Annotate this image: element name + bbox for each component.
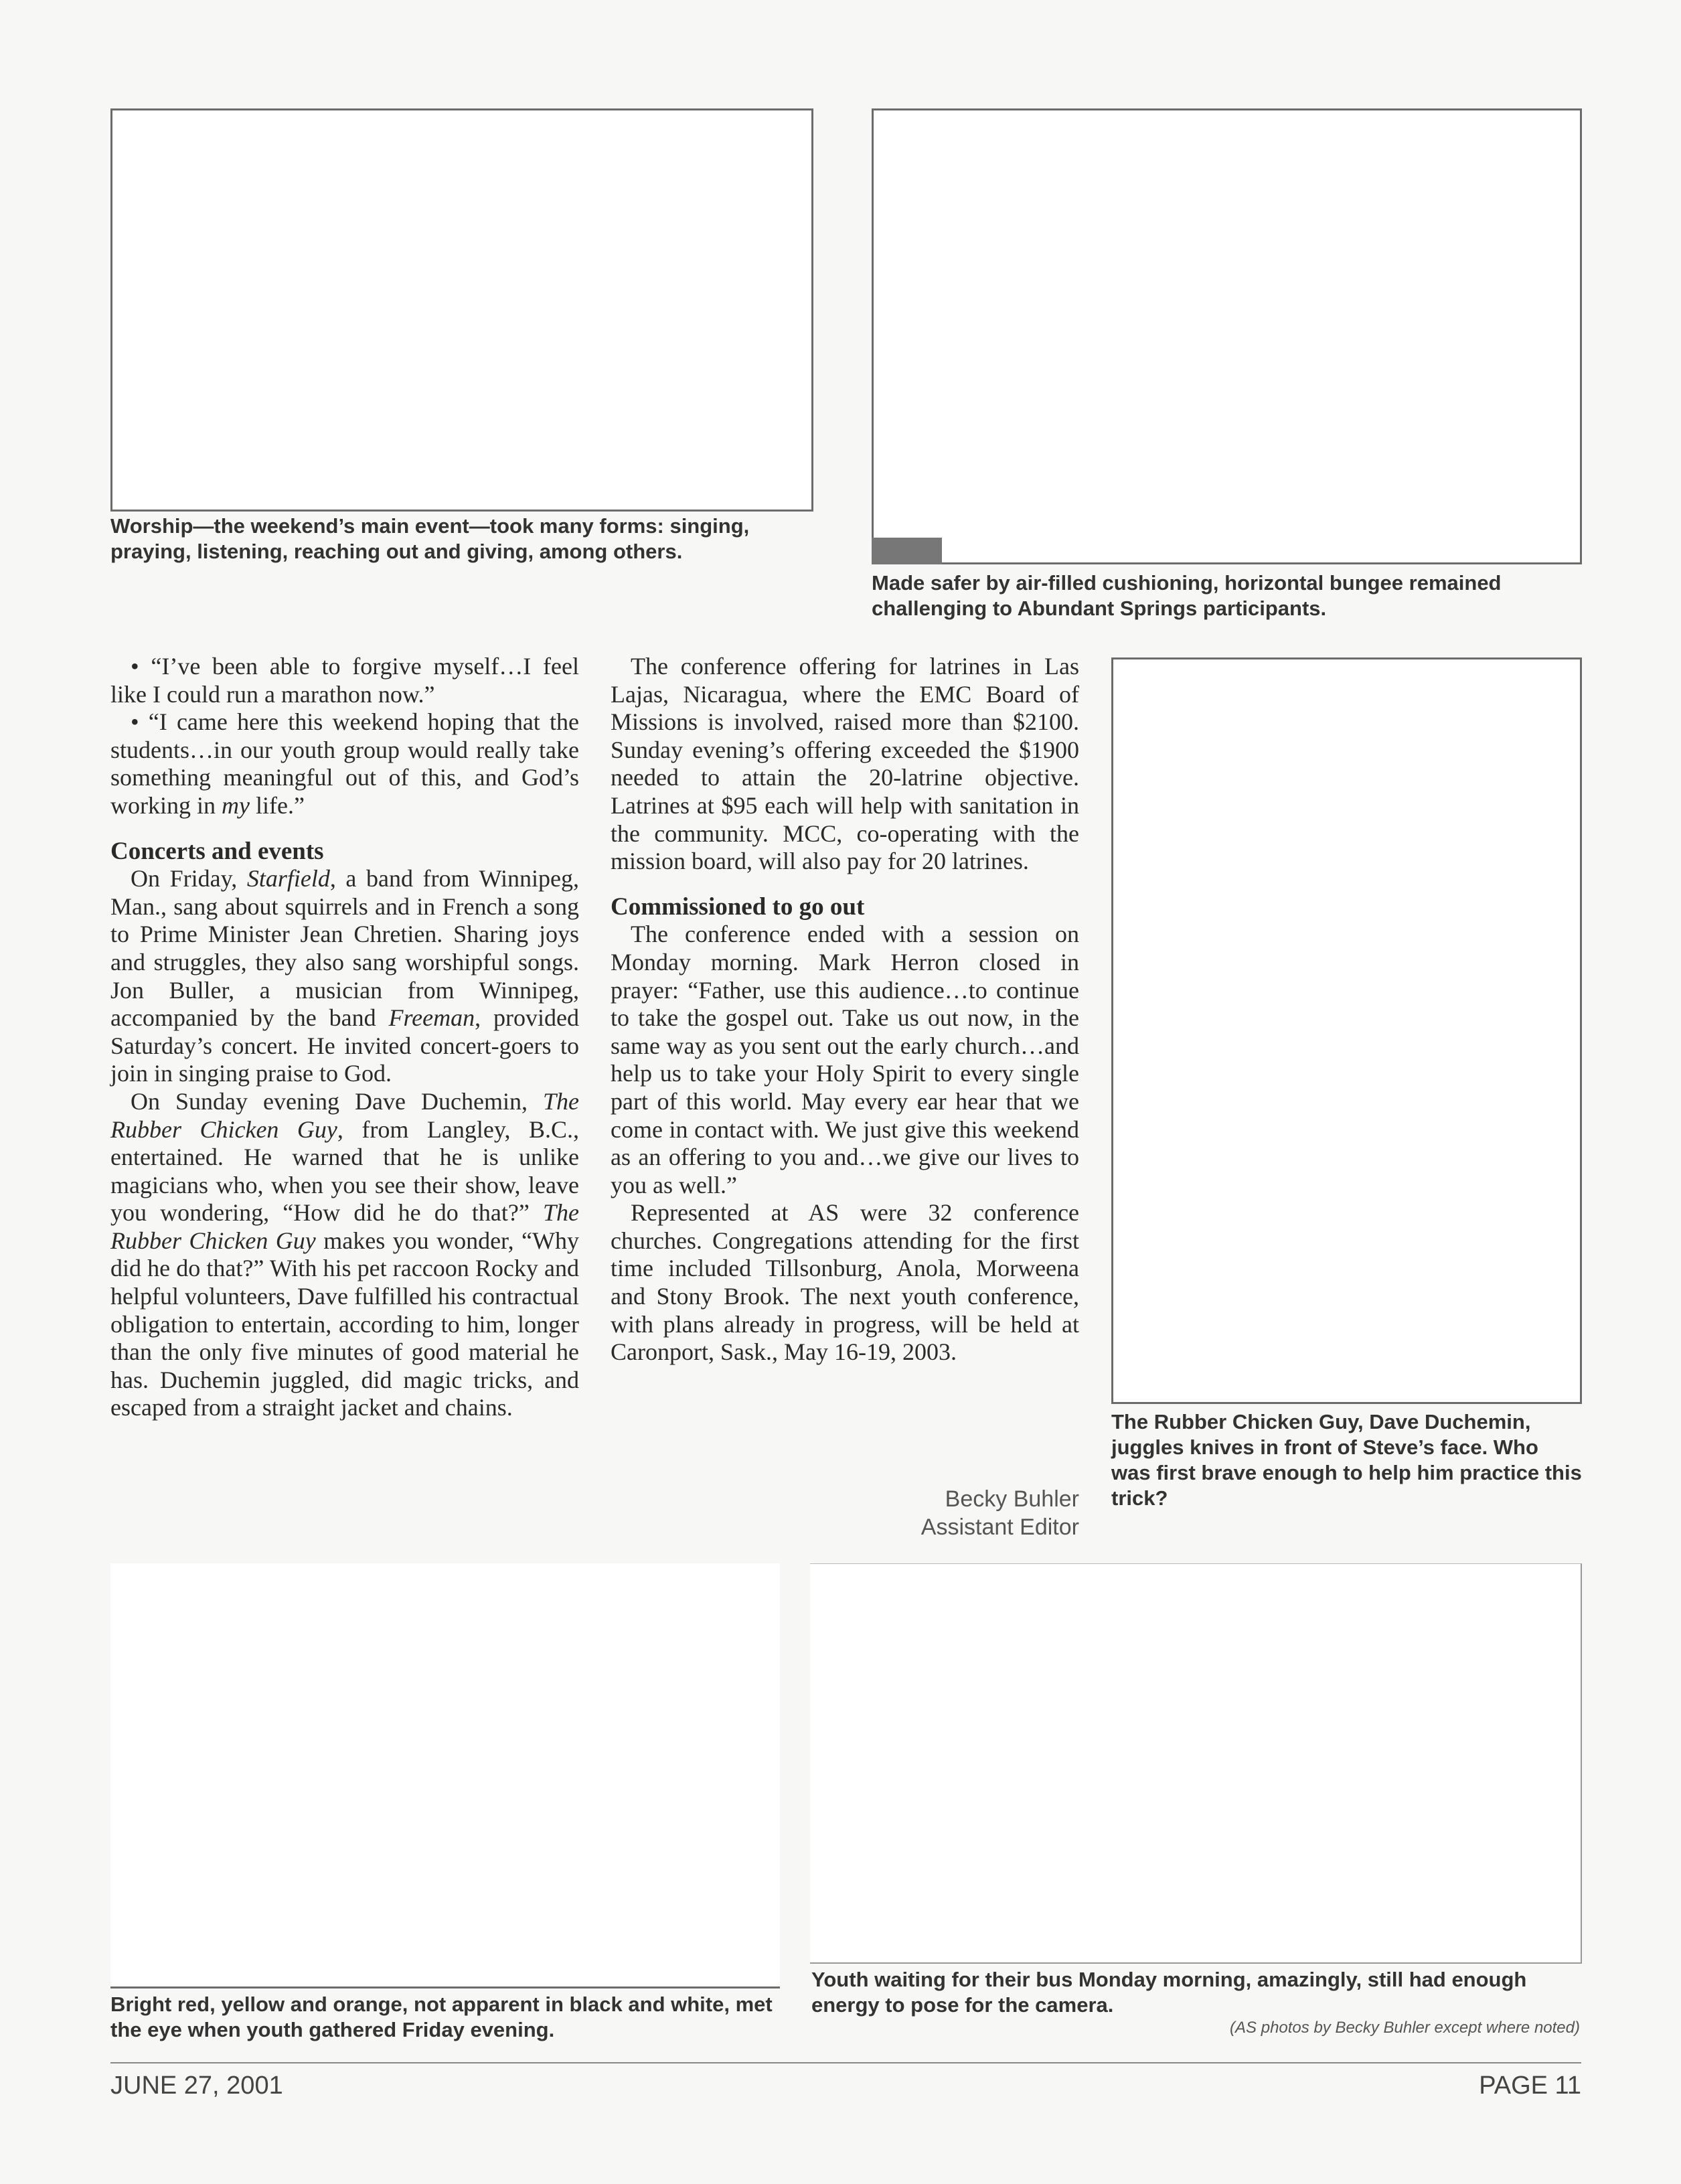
quote-bullet-1: • “I’ve been able to forgive myself…I feel like I could run a marathon now.” <box>110 653 579 708</box>
bungee-caption: Made safer by air-filled cushioning, horizontal bungee remained challenging to Abundant Springs participants. <box>872 571 1502 620</box>
article-column-2 <box>611 653 1079 1367</box>
byline-title: Assistant Editor <box>920 1514 1079 1540</box>
paragraph-attendance: Represented at AS were 32 conference churches. Congregations attending for the first time included Tillsonburg, Anola, Morweena and Stony Brook. The next youth conference, with plans already in progress, will be held at Caronport, Sask., May 16-19, 2003. <box>611 1199 1079 1366</box>
quote-bullet-2: • “I came here this weekend hoping that the students…in our youth group would really take something meaningful out of this, and God’s working in my life.” <box>110 708 579 819</box>
worship-caption: Worship—the weekend’s main event—took many forms: singing, praying, listening, reaching out and giving, among others. <box>110 514 750 563</box>
bus-caption: Youth waiting for their bus Monday morning, amazingly, still had enough energy to pose for the camera. <box>811 1968 1527 2017</box>
footer-date: JUNE 27, 2001 <box>110 2072 283 2100</box>
paragraph-closing-prayer: The conference ended with a session on Monday morning. Mark Herron closed in prayer: “Father, use this audience…to continue to take the gospel out. Take us out now, in the same way as you sent out the early church…and help us to take your Holy Spirit to every single part of this world. May every ear hear that we come in contact with. We just give this weekend as an offering to you and…we give our lives to you as well.” <box>611 921 1079 1198</box>
section-heading-commissioned: Commissioned to go out <box>611 892 865 921</box>
byline <box>736 1485 1079 1541</box>
article-column-1 <box>110 653 579 1422</box>
section-heading-concerts: Concerts and events <box>110 837 324 865</box>
paragraph-friday-concert: On Friday, Starfield, a band from Winnipeg, Man., sang about squirrels and in French a song to Prime Minister Jean Chretien. Sharing joys and struggles, they also sang worshipful songs. Jon Buller, a musician from Winnipeg, accompanied by the band Freeman, provided Saturday’s concert. He invited concert-goers to join in singing praise to God. <box>110 865 580 1087</box>
paragraph-rubber-chicken: On Sunday evening Dave Duchemin, The Rubber Chicken Guy, from Langley, B.C., entertained. He warned that he is unlike magicians who, when you see their show, leave you wondering, “How did he do that?” The Rubber Chicken Guy makes you wonder, “Why did he do that?” With his pet raccoon Rocky and helpful volunteers, Dave fulfilled his contractual obligation to entertain, according to him, longer than the only five minutes of good material he has. Duchemin juggled, did magic tricks, and escaped from a straight jacket and chains. <box>110 1087 580 1421</box>
worship-photo <box>110 108 813 512</box>
footer-rule <box>110 2062 1581 2063</box>
footer-page-number: PAGE 11 <box>1479 2072 1581 2100</box>
friday-evening-photo <box>110 1563 780 1988</box>
bungee-photo <box>872 108 1582 564</box>
bus-photo <box>810 1563 1582 1964</box>
rubber-chicken-caption: The Rubber Chicken Guy, Dave Duchemin, juggles knives in front of Steve’s face. Who was first brave enough to help him practice this trick? <box>1111 1410 1582 1510</box>
rubber-chicken-photo <box>1111 657 1582 1404</box>
friday-evening-caption: Bright red, yellow and orange, not apparent in black and white, met the eye when youth gathered Friday evening. <box>110 1993 773 2041</box>
photo-credit: (AS photos by Becky Buhler except where noted) <box>1230 2019 1580 2037</box>
bungee-photo-corner <box>872 538 942 564</box>
byline-name: Becky Buhler <box>945 1486 1079 1512</box>
paragraph-latrines: The conference offering for latrines in Las Lajas, Nicaragua, where the EMC Board of Missions is involved, raised more than $2100. Sunday evening’s offering exceeded the $1900 needed to attain the 20-latrine objective. Latrines at $95 each will help with sanitation in the community. MCC, co-operating with the mission board, will also pay for 20 latrines. <box>611 653 1079 875</box>
